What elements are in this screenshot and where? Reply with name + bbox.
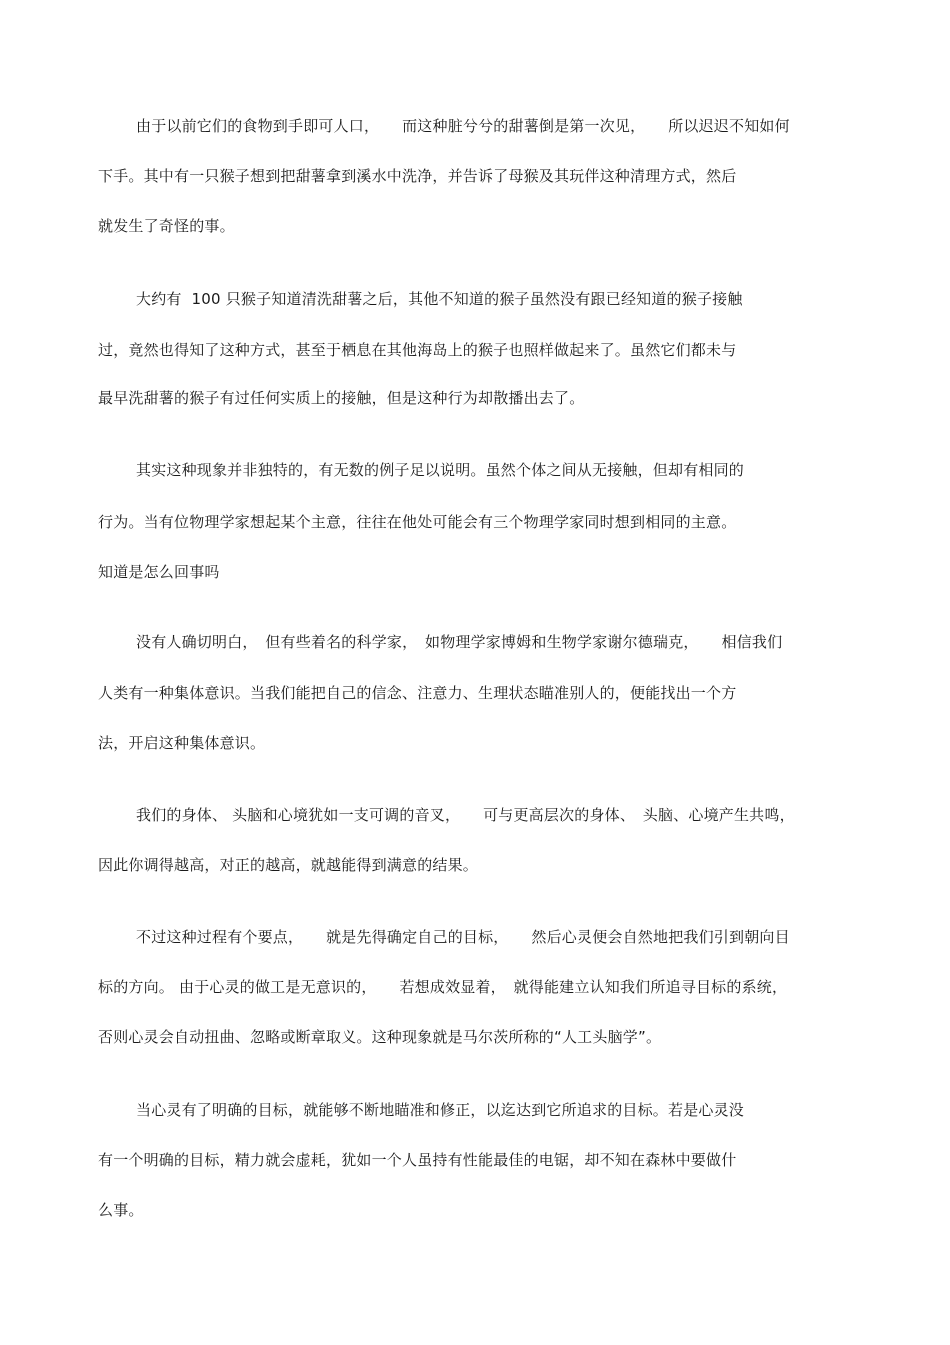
paragraph-1-line-3: 就发生了奇怪的事。 (98, 217, 235, 235)
paragraph-2-line-1: 大约有 100 只猴子知道清洗甜薯之后，其他不知道的猴子虽然没有跟已经知道的猴子接触 (136, 290, 743, 308)
paragraph-3-line-1: 其实这种现象并非独特的，有无数的例子足以说明。虽然个体之间从无接触，但却有相同的 (136, 461, 745, 479)
paragraph-4-line-2: 人类有一种集体意识。当我们能把自己的信念、注意力、生理状态瞄准别人的，便能找出一个方 (98, 684, 737, 702)
paragraph-7-line-2: 有一个明确的目标，精力就会虚耗，犹如一个人虽持有性能最佳的电锯，却不知在森林中要做什 (98, 1151, 737, 1169)
paragraph-5-line-2: 因此你调得越高，对正的越高，就越能得到满意的结果。 (98, 856, 479, 874)
paragraph-3-line-2: 行为。当有位物理学家想起某个主意，往往在他处可能会有三个物理学家同时想到相同的主意。 (98, 513, 737, 531)
paragraph-6-line-3: 否则心灵会自动扭曲、忽略或断章取义。这种现象就是马尔茨所称的“人工头脑学”。 (98, 1028, 662, 1046)
paragraph-7-line-1: 当心灵有了明确的目标，就能够不断地瞄准和修正，以迄达到它所追求的目标。若是心灵没 (136, 1101, 745, 1119)
paragraph-4-line-3: 法，开启这种集体意识。 (98, 734, 266, 752)
paragraph-4-line-1: 没有人确切明白， 但有些着名的科学家， 如物理学家博姆和生物学家谢尔德瑞克， 相信我们 (136, 633, 783, 651)
paragraph-2-line-2: 过，竟然也得知了这种方式，甚至于栖息在其他海岛上的猴子也照样做起来了。虽然它们都未与 (98, 341, 737, 359)
paragraph-6-line-1: 不过这种过程有个要点， 就是先得确定自己的目标， 然后心灵便会自然地把我们引到朝向目 (136, 928, 790, 946)
paragraph-7-line-3: 么事。 (98, 1201, 144, 1219)
paragraph-1-line-1: 由于以前它们的食物到手即可人口， 而这种脏兮兮的甜薯倒是第一次见， 所以迟迟不知如何 (136, 117, 790, 135)
paragraph-1-line-2: 下手。其中有一只猴子想到把甜薯拿到溪水中洗净，并告诉了母猴及其玩伴这种清理方式，然后 (98, 167, 737, 185)
paragraph-6-line-2: 标的方向。 由于心灵的做工是无意识的， 若想成效显着， 就得能建立认知我们所追寻目标的系统， (98, 978, 788, 996)
paragraph-3-line-3: 知道是怎么回事吗 (98, 563, 220, 581)
paragraph-5-line-1: 我们的身体、 头脑和心境犹如一支可调的音叉， 可与更高层次的身体、 头脑、心境产生共鸣， (136, 806, 795, 824)
paragraph-2-line-3: 最早洗甜薯的猴子有过任何实质上的接触，但是这种行为却散播出去了。 (98, 389, 585, 407)
